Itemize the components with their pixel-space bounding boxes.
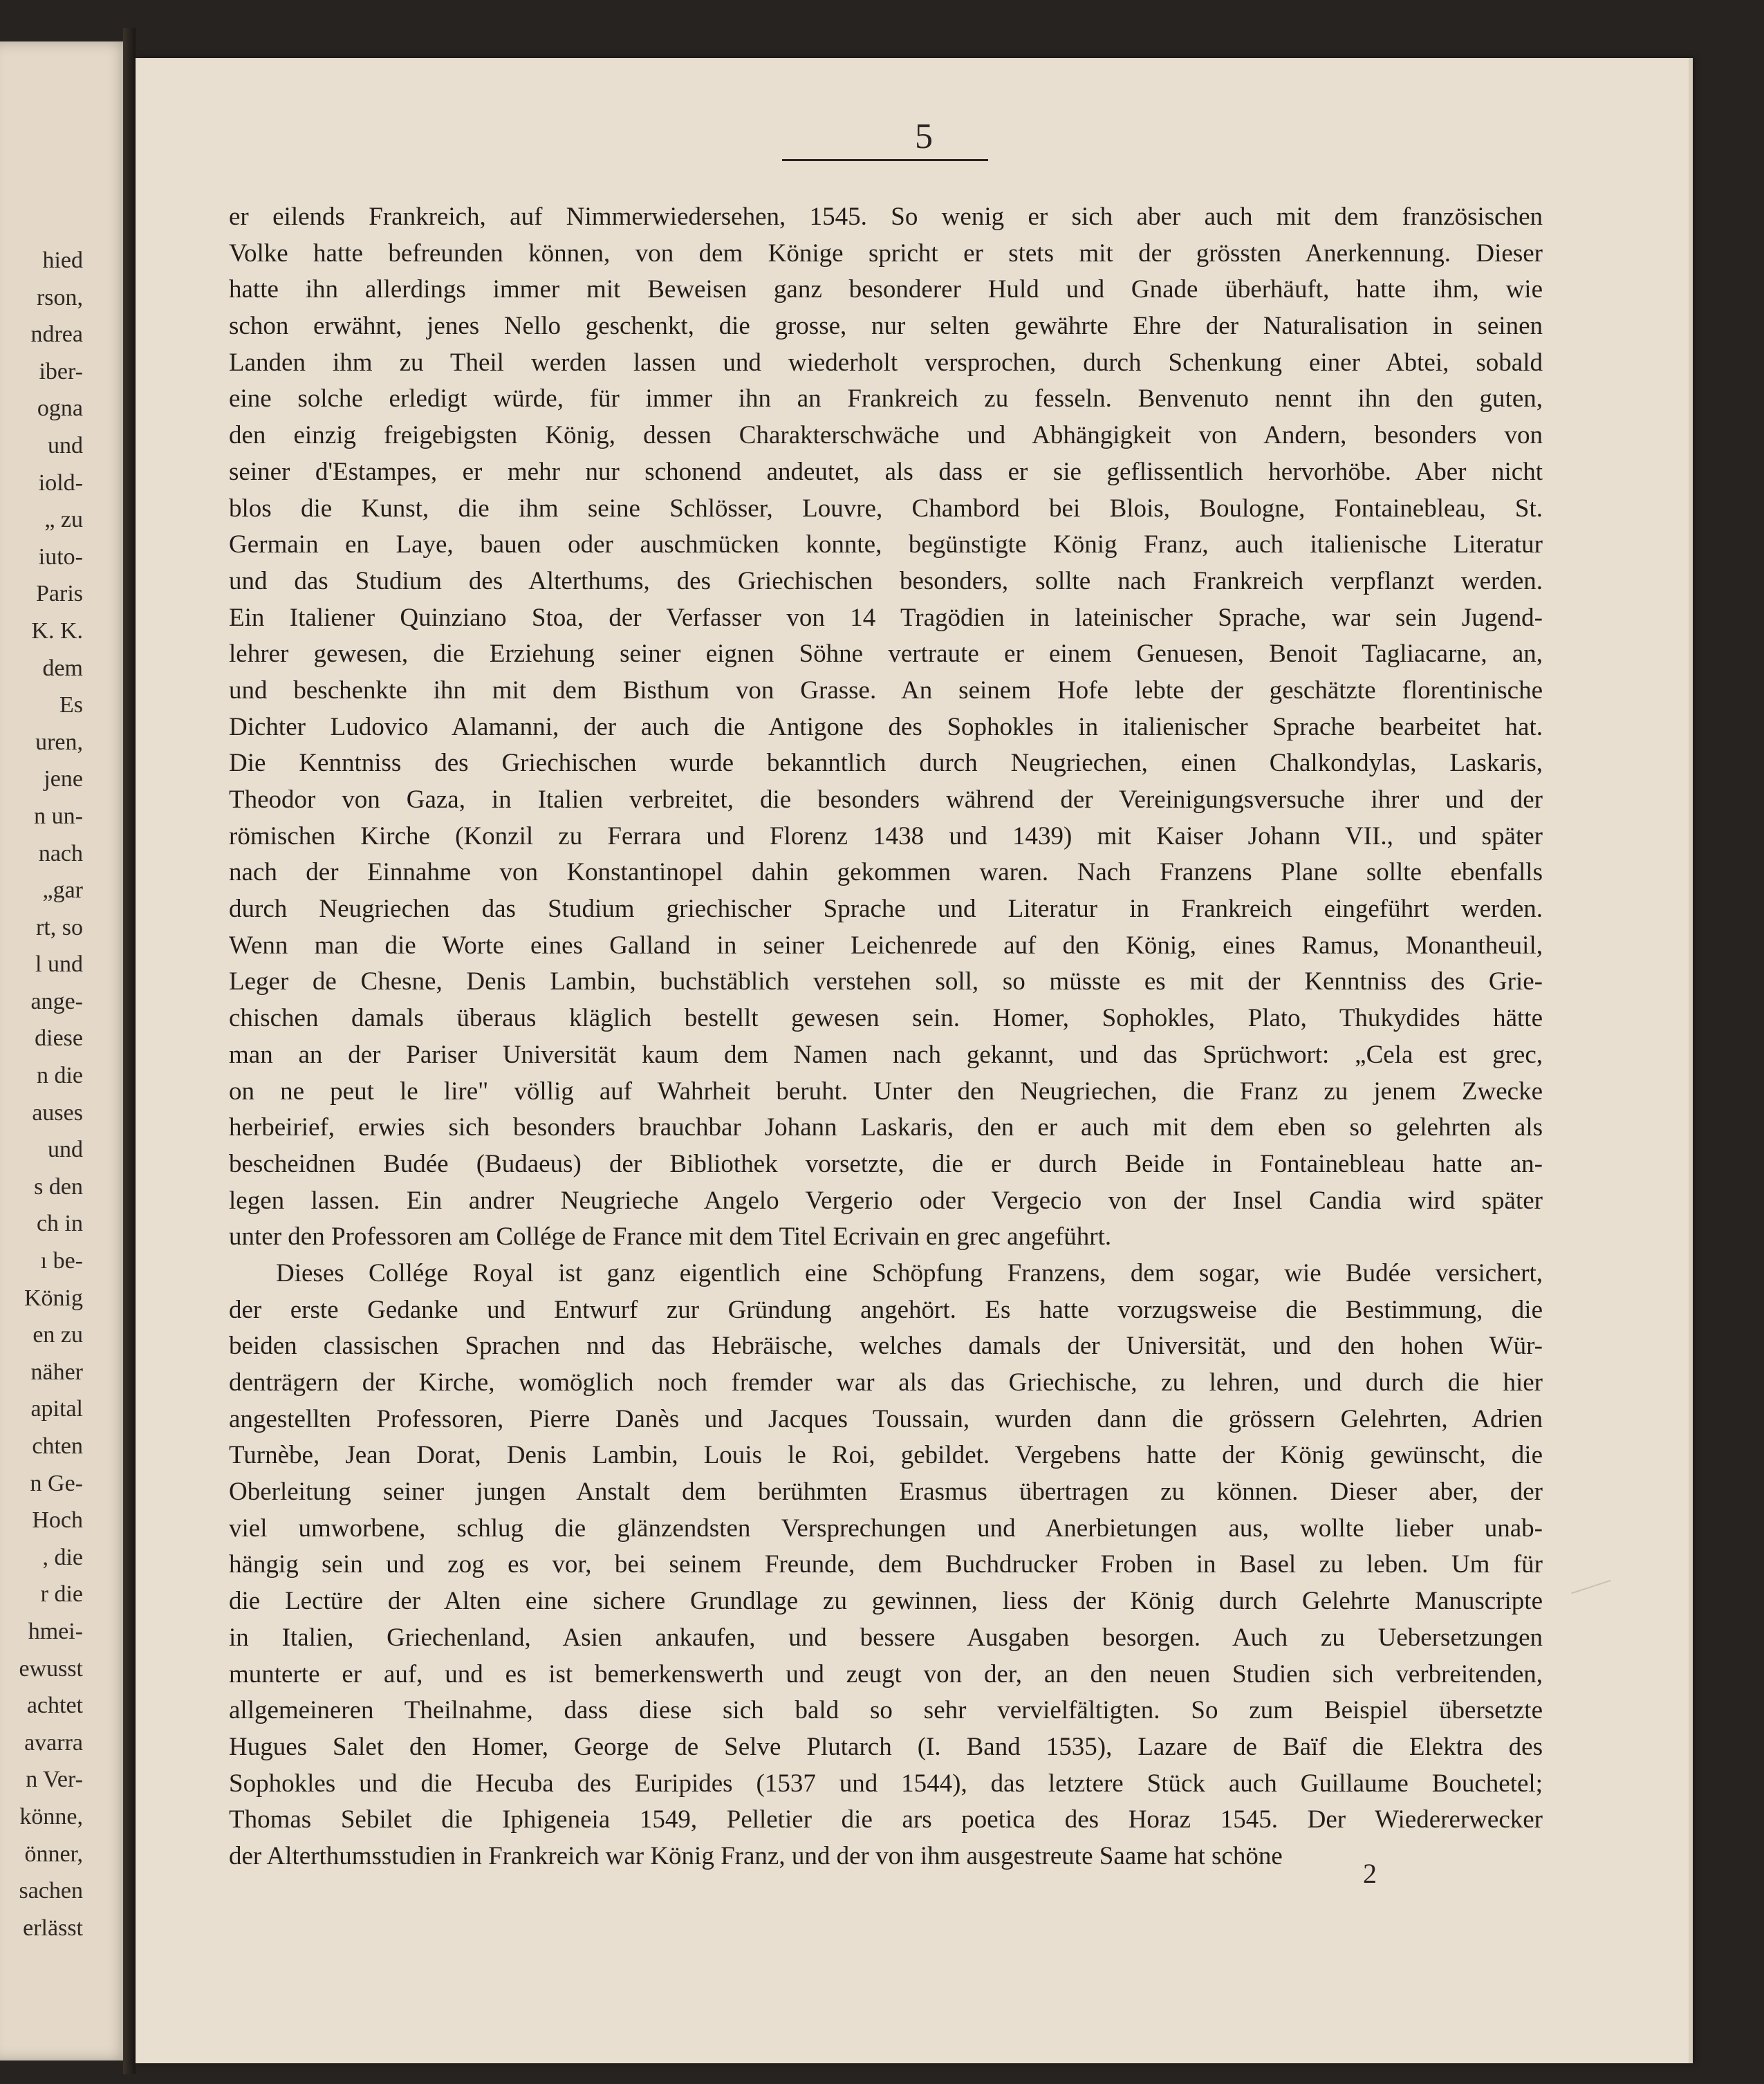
left-page-fragment: , die xyxy=(42,1544,83,1570)
left-page-fragment: n un- xyxy=(34,803,83,829)
text-line: Sophokles und die Hecuba des Euripides (1537 und 1544), das letztere Stück auch Guillaume Bouchetel; xyxy=(229,1769,1543,1798)
text-line: munterte er auf, und es ist bemerkenswerth und zeugt von der, an den neuen Studien sich verbreitenden, xyxy=(229,1659,1543,1688)
left-page-fragment: r die xyxy=(40,1581,83,1608)
left-page-fragment: jene xyxy=(44,766,83,792)
text-line: Die Kenntniss des Griechischen wurde bekanntlich durch Neugriechen, einen Chalkondylas, Laskaris, xyxy=(229,749,1543,778)
text-line: lehrer gewesen, die Erziehung seiner eignen Söhne vertraute er einem Genuesen, Benoit Tagliacarne, an, xyxy=(229,640,1543,669)
left-page-fragment: n die xyxy=(36,1063,83,1089)
left-page-fragment: hied xyxy=(42,248,83,273)
left-page-fragment: nach xyxy=(38,840,83,866)
text-line: Volke hatte befreunden können, von dem Könige spricht er stets mit der grössten Anerkennung. Dieser xyxy=(229,239,1543,268)
text-line: Dichter Ludovico Alamanni, der auch die Antigone des Sophokles in italienischer Sprache bearbeitet hat. xyxy=(229,712,1543,741)
body-text xyxy=(229,199,1543,1875)
text-line: Wenn man die Worte eines Galland in seiner Leichenrede auf den König, eines Ramus, Monantheuil, xyxy=(229,931,1543,960)
text-line: und beschenkte ihn mit dem Bisthum von Grasse. An seinem Hofe lebte der geschätzte florentinische xyxy=(229,676,1543,705)
page-crease-mark xyxy=(1571,1580,1611,1594)
text-line: und das Studium des Alterthums, des Griechischen besonders, sollte nach Frankreich verpflanzt werden. xyxy=(229,566,1543,595)
page-number: 5 xyxy=(915,117,933,156)
left-page-fragment: ch in xyxy=(36,1211,83,1237)
left-page-fragment: Paris xyxy=(36,581,83,607)
left-facing-page xyxy=(0,41,131,2060)
text-line: Leger de Chesne, Denis Lambin, buchstäblich verstehen soll, so müsste es mit der Kenntniss des Grie- xyxy=(229,967,1543,996)
left-page-fragment: iuto- xyxy=(38,543,83,570)
left-page-fragment: rt, so xyxy=(36,914,83,940)
left-page-fragment: König xyxy=(24,1285,83,1311)
text-line: schon erwähnt, jenes Nello geschenkt, die grosse, nur selten gewährte Ehre der Naturalisation in seinen xyxy=(229,312,1543,341)
text-line: eine solche erledigt würde, für immer ihn an Frankreich zu fesseln. Benvenuto nennt ihn den guten, xyxy=(229,384,1543,413)
left-page-fragment: dem xyxy=(42,655,83,681)
left-page-fragment: Hoch xyxy=(32,1507,83,1534)
left-page-fragment: apital xyxy=(30,1396,83,1422)
left-page-fragment: uren, xyxy=(35,729,83,755)
text-line: der Alterthumsstudien in Frankreich war König Franz, und der von ihm ausgestreute Saame hat schöne xyxy=(229,1841,1283,1870)
header-rule xyxy=(782,159,988,161)
text-line: denträgern der Kirche, womöglich noch fremder war als das Griechische, zu lehren, und durch die hier xyxy=(229,1368,1543,1397)
text-line: on ne peut le lire" völlig auf Wahrheit beruht. Unter den Neugriechen, die Franz zu jenem Zwecke xyxy=(229,1077,1543,1106)
text-line: Hugues Salet den Homer, George de Selve Plutarch (I. Band 1535), Lazare de Baïf die Elektra des xyxy=(229,1732,1543,1761)
text-line: Theodor von Gaza, in Italien verbreitet, die besonders während der Vereinigungsversuche ihrer und der xyxy=(229,785,1543,814)
left-page-fragment: ewusst xyxy=(19,1655,83,1682)
left-page-fragment: avarra xyxy=(24,1729,83,1756)
left-page-fragment: „gar xyxy=(42,877,83,904)
text-line: in Italien, Griechenland, Asien ankaufen, und bessere Ausgaben besorgen. Auch zu Uebersetzungen xyxy=(229,1623,1543,1652)
left-page-fragment: und xyxy=(48,432,83,458)
left-page-fragment: ange- xyxy=(30,988,83,1014)
text-line: man an der Pariser Universität kaum dem Namen nach gekannt, und das Sprüchwort: „Cela est grec, xyxy=(229,1040,1543,1069)
left-page-fragment: K. K. xyxy=(31,617,83,644)
text-line: römischen Kirche (Konzil zu Ferrara und Florenz 1438 und 1439) mit Kaiser Johann VII., und später xyxy=(229,821,1543,850)
main-page xyxy=(136,58,1693,2063)
left-page-fragment: iold- xyxy=(38,469,83,496)
text-line: legen lassen. Ein andrer Neugrieche Angelo Vergerio oder Vergecio von der Insel Candia wird später xyxy=(229,1186,1543,1215)
left-page-fragment: l und xyxy=(35,951,83,978)
text-line: allgemeineren Theilnahme, dass diese sich bald so sehr vervielfältigten. So zum Beispiel übersetzte xyxy=(229,1696,1543,1725)
text-line: er eilends Frankreich, auf Nimmerwiedersehen, 1545. So wenig er sich aber auch mit dem französischen xyxy=(229,203,1543,231)
left-page-fragment: erlässt xyxy=(23,1915,83,1941)
left-page-fragment: önner, xyxy=(24,1841,83,1867)
signature-mark: 2 xyxy=(1363,1858,1377,1889)
text-line: den einzig freigebigsten König, dessen Charakterschwäche und Abhängigkeit von Andern, besonders von xyxy=(229,421,1543,450)
text-line: hatte ihn allerdings immer mit Beweisen ganz besonderer Huld und Gnade überhäuft, hatte ihm, wie xyxy=(229,275,1543,304)
text-line: durch Neugriechen das Studium griechischer Sprache und Literatur in Frankreich eingeführt werden. xyxy=(229,895,1543,924)
left-page-fragment: hmei- xyxy=(28,1618,83,1644)
text-line: Oberleitung seiner jungen Anstalt dem berühmten Erasmus übertragen zu können. Dieser aber, der xyxy=(229,1478,1543,1507)
text-line: die Lectüre der Alten eine sichere Grundlage zu gewinnen, liess der König durch Gelehrte Manuscripte xyxy=(229,1587,1543,1616)
text-line: Thomas Sebilet die Iphigeneia 1549, Pelletier die ars poetica des Horaz 1545. Der Wiedererwecker xyxy=(229,1805,1543,1834)
text-line: Turnèbe, Jean Dorat, Denis Lambin, Louis le Roi, gebildet. Vergebens hatte der König gewünscht, die xyxy=(229,1441,1543,1470)
left-page-fragment: „ zu xyxy=(44,507,83,533)
book-gutter xyxy=(123,28,136,2074)
left-page-fragment: ogna xyxy=(37,396,83,422)
left-page-fragment: ndrea xyxy=(30,322,83,348)
text-line: chischen damals überaus kläglich bestellt gewesen sein. Homer, Sophokles, Plato, Thukydides hätte xyxy=(229,1004,1543,1033)
text-line: Landen ihm zu Theil werden lassen und wiederholt versprochen, durch Schenkung einer Abtei, sobald xyxy=(229,348,1543,377)
left-page-fragment: en zu xyxy=(33,1322,83,1348)
text-line: seiner d'Estampes, er mehr nur schonend andeutet, als dass er sie geflissentlich hervorhöbe. Aber nicht xyxy=(229,457,1543,486)
left-page-fragment: n Ver- xyxy=(26,1767,83,1793)
text-line: Dieses Collége Royal ist ganz eigentlich eine Schöpfung Franzens, dem sogar, wie Budée versichert, xyxy=(276,1258,1543,1287)
text-line: nach der Einnahme von Konstantinopel dahin gekommen waren. Nach Franzens Plane sollte ebenfalls xyxy=(229,858,1543,887)
left-page-fragment: rson, xyxy=(36,284,83,310)
text-line: unter den Professoren am Collége de France mit dem Titel Ecrivain en grec angeführt. xyxy=(229,1222,1112,1252)
text-line: Ein Italiener Quinziano Stoa, der Verfasser von 14 Tragödien in lateinischer Sprache, war sein Jugend- xyxy=(229,603,1543,632)
text-line: beiden classischen Sprachen nnd das Hebräische, welches damals der Universität, und den hohen Wür- xyxy=(229,1332,1543,1361)
text-line: der erste Gedanke und Entwurf zur Gründung angehört. Es hatte vorzugsweise die Bestimmung, die xyxy=(229,1295,1543,1324)
left-page-fragment: n Ge- xyxy=(30,1470,83,1496)
text-line: herbeirief, erwies sich besonders brauchbar Johann Laskaris, den er auch mit dem eben so gelehrten als xyxy=(229,1113,1543,1142)
left-page-fragment: s den xyxy=(34,1173,83,1200)
text-line: Germain en Laye, bauen oder auschmücken konnte, begünstigte König Franz, auch italienische Literatur xyxy=(229,530,1543,559)
text-line: blos die Kunst, die ihm seine Schlösser, Louvre, Chambord bei Blois, Boulogne, Fontainebleau, St. xyxy=(229,494,1543,523)
left-page-fragment: iber- xyxy=(39,358,83,384)
left-page-text-fragments xyxy=(0,242,83,1946)
text-line: angestellten Professoren, Pierre Danès und Jacques Toussain, wurden dann die grössern Gelehrten, Adrien xyxy=(229,1404,1543,1433)
left-page-fragment: achtet xyxy=(26,1693,83,1719)
text-line: hängig sein und zog es vor, bei seinem Freunde, dem Buchdrucker Froben in Basel zu leben. Um für xyxy=(229,1550,1543,1579)
left-page-fragment: auses xyxy=(32,1099,83,1126)
text-line: viel umworbene, schlug die glänzendsten Versprechungen und Anerbietungen aus, wollte lieber unab- xyxy=(229,1514,1543,1543)
left-page-fragment: ı be- xyxy=(40,1248,83,1274)
left-page-fragment: könne, xyxy=(19,1803,83,1830)
left-page-fragment: chten xyxy=(32,1433,83,1459)
left-page-fragment: näher xyxy=(30,1359,83,1385)
text-line: bescheidnen Budée (Budaeus) der Bibliothek vorsetzte, die er durch Beide in Fontainebleau hatte an- xyxy=(229,1149,1543,1178)
left-page-fragment: diese xyxy=(35,1025,83,1052)
left-page-fragment: Es xyxy=(59,692,83,718)
left-page-fragment: sachen xyxy=(19,1878,83,1904)
left-page-fragment: und xyxy=(48,1137,83,1163)
